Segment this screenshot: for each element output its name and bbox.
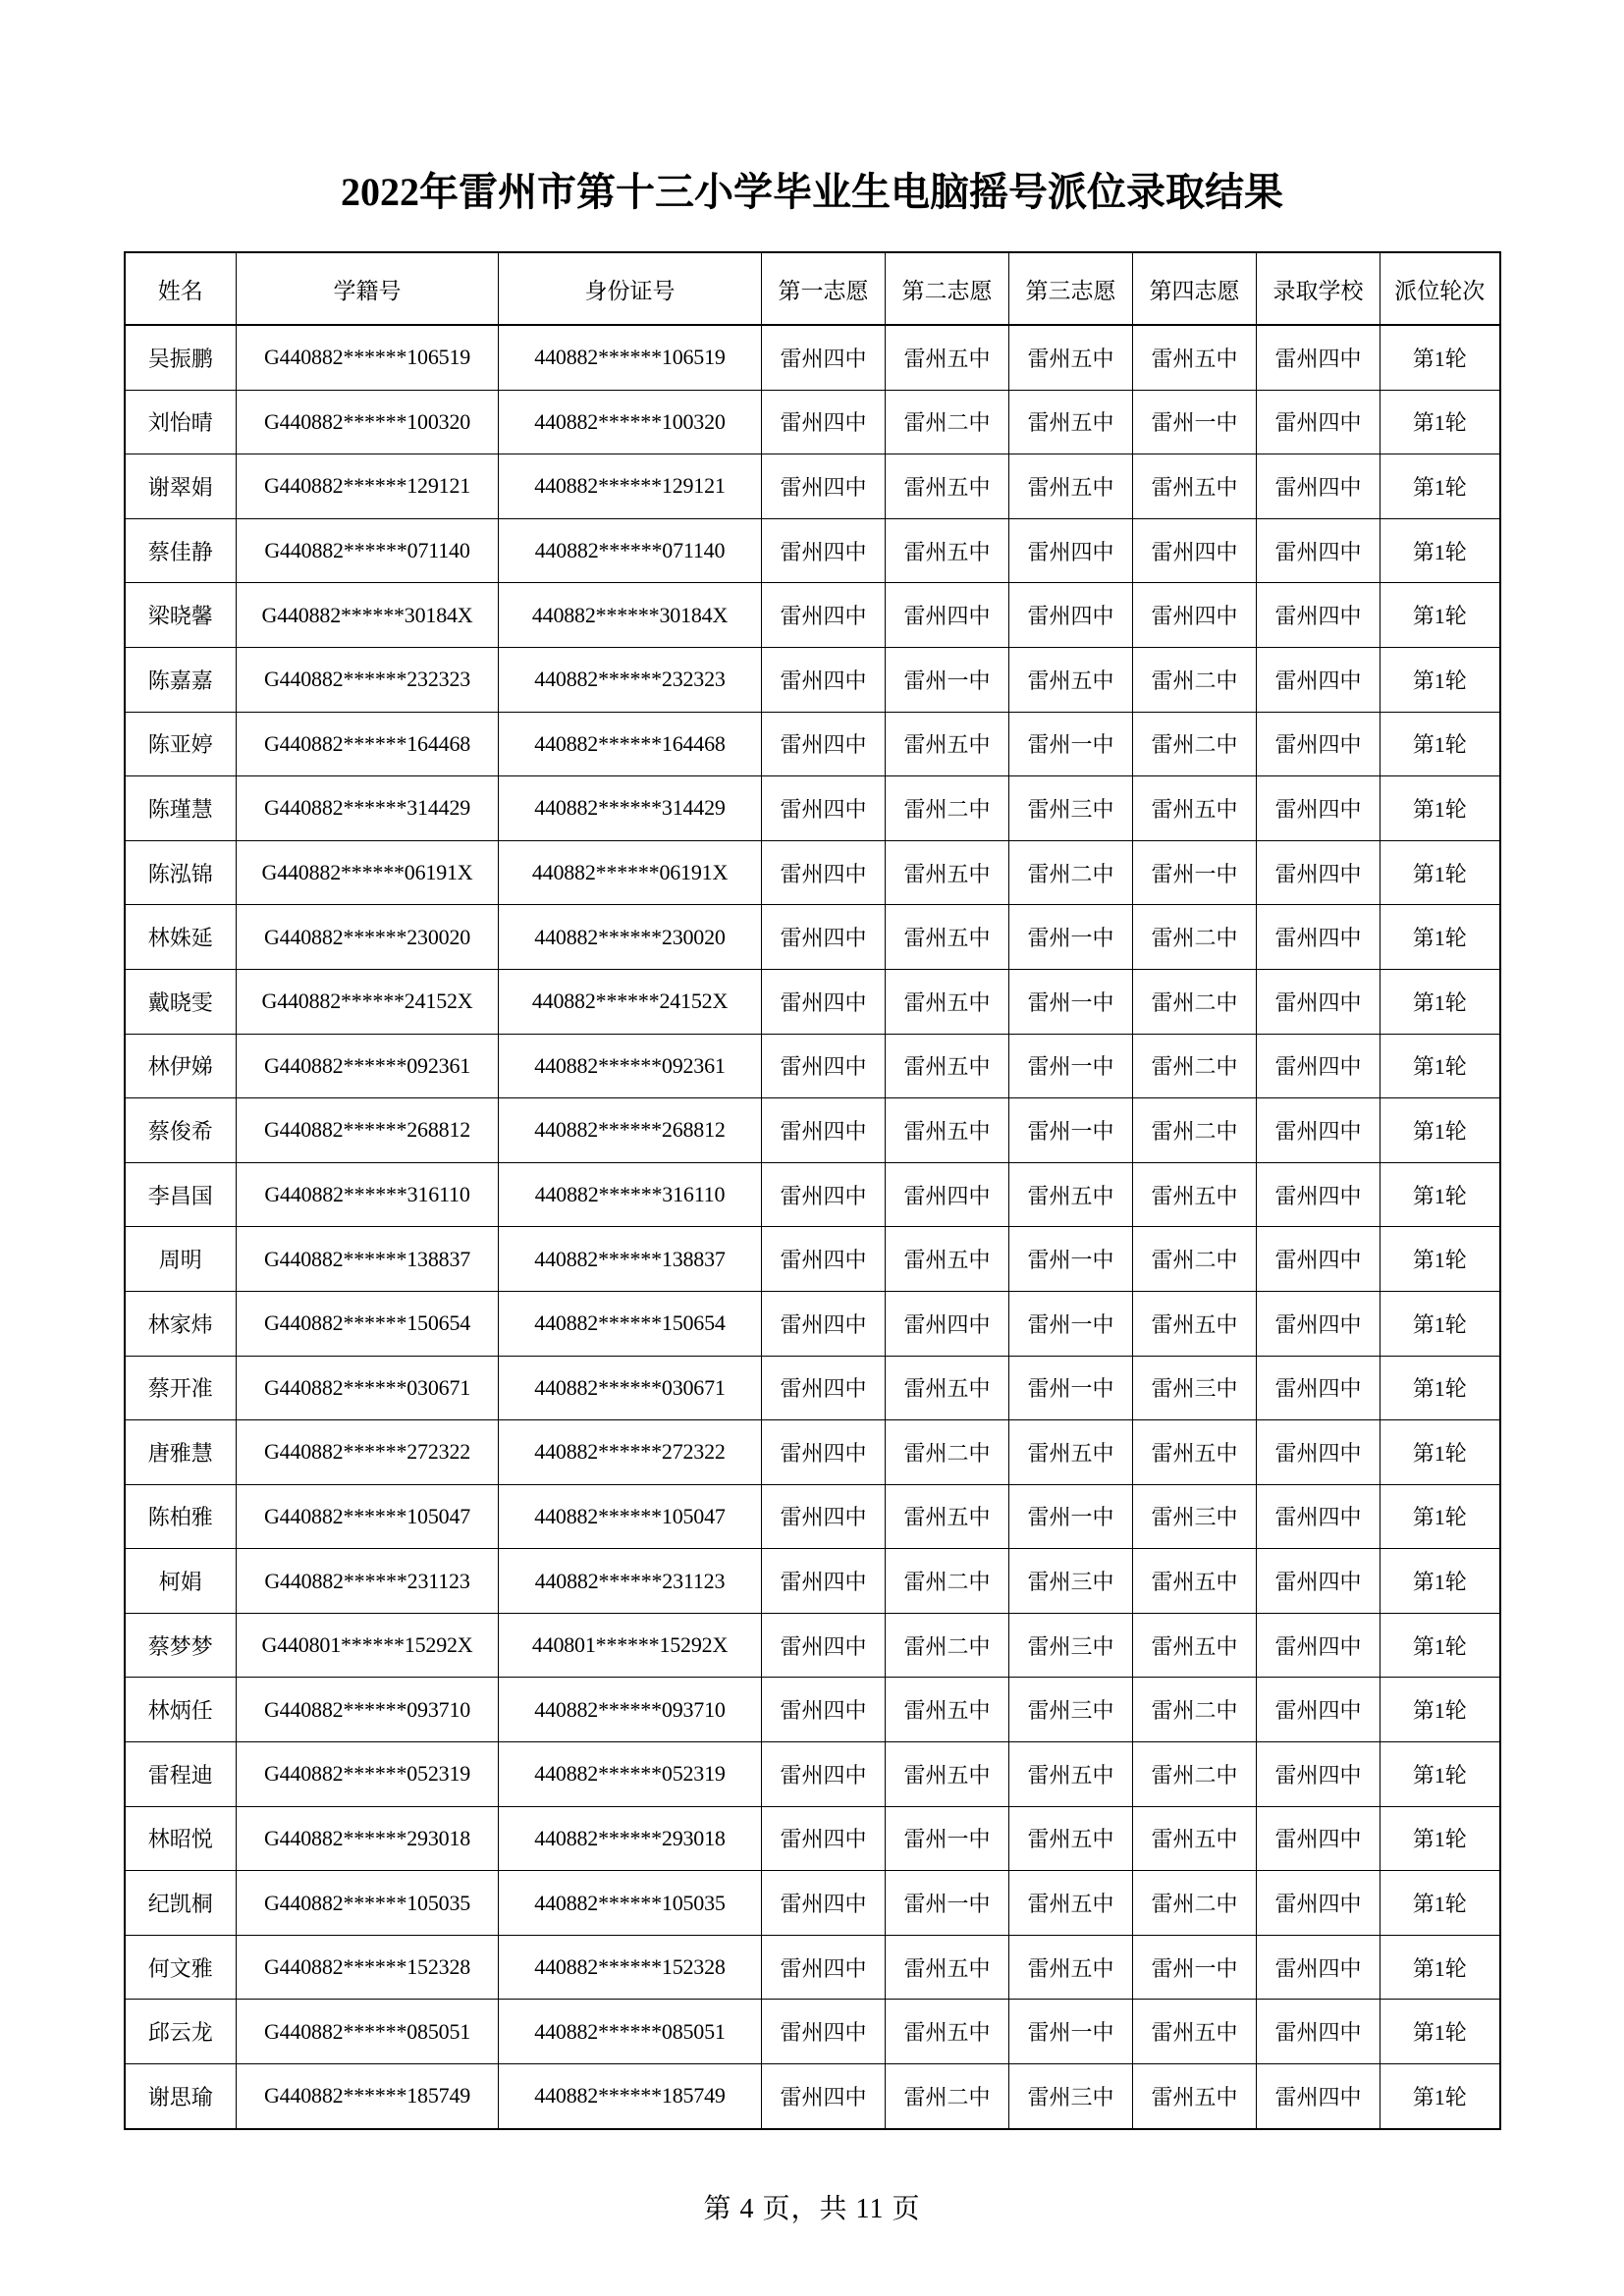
cell-name: 李昌国 xyxy=(125,1162,237,1227)
cell-v2: 雷州五中 xyxy=(886,1034,1009,1098)
cell-v1: 雷州四中 xyxy=(762,1291,886,1356)
cell-v2: 雷州二中 xyxy=(886,2064,1009,2129)
cell-round: 第1轮 xyxy=(1380,1549,1500,1614)
cell-v2: 雷州五中 xyxy=(886,2000,1009,2064)
cell-v2: 雷州二中 xyxy=(886,1420,1009,1485)
cell-v2: 雷州五中 xyxy=(886,1098,1009,1163)
cell-v4: 雷州二中 xyxy=(1133,1742,1257,1807)
table-row xyxy=(125,1420,1500,1485)
cell-v3: 雷州一中 xyxy=(1009,2000,1133,2064)
cell-v3: 雷州五中 xyxy=(1009,454,1133,519)
cell-school: 雷州四中 xyxy=(1257,1420,1380,1485)
cell-xjh: G440882******092361 xyxy=(237,1034,499,1098)
cell-school: 雷州四中 xyxy=(1257,325,1380,390)
table-row xyxy=(125,776,1500,841)
cell-v3: 雷州一中 xyxy=(1009,1291,1133,1356)
cell-round: 第1轮 xyxy=(1380,712,1500,776)
cell-name: 陈亚婷 xyxy=(125,712,237,776)
cell-v1: 雷州四中 xyxy=(762,1549,886,1614)
cell-v3: 雷州一中 xyxy=(1009,969,1133,1034)
cell-name: 林昭悦 xyxy=(125,1806,237,1871)
cell-sfz: 440882******30184X xyxy=(499,583,762,648)
cell-round: 第1轮 xyxy=(1380,1420,1500,1485)
cell-school: 雷州四中 xyxy=(1257,840,1380,905)
cell-name: 蔡佳静 xyxy=(125,518,237,583)
table-row xyxy=(125,1227,1500,1292)
cell-round: 第1轮 xyxy=(1380,1484,1500,1549)
table-row xyxy=(125,1034,1500,1098)
cell-v3: 雷州五中 xyxy=(1009,1806,1133,1871)
column-header-xjh: 学籍号 xyxy=(237,252,499,325)
cell-sfz: 440882******129121 xyxy=(499,454,762,519)
cell-v2: 雷州四中 xyxy=(886,583,1009,648)
column-header-round: 派位轮次 xyxy=(1380,252,1500,325)
cell-xjh: G440882******030671 xyxy=(237,1356,499,1420)
cell-v3: 雷州一中 xyxy=(1009,1227,1133,1292)
cell-v3: 雷州一中 xyxy=(1009,1098,1133,1163)
cell-xjh: G440882******052319 xyxy=(237,1742,499,1807)
cell-v4: 雷州四中 xyxy=(1133,583,1257,648)
cell-school: 雷州四中 xyxy=(1257,1356,1380,1420)
table-row xyxy=(125,518,1500,583)
cell-v4: 雷州一中 xyxy=(1133,390,1257,454)
cell-xjh: G440882******105035 xyxy=(237,1871,499,1936)
cell-v1: 雷州四中 xyxy=(762,390,886,454)
cell-v1: 雷州四中 xyxy=(762,1034,886,1098)
cell-v3: 雷州三中 xyxy=(1009,2064,1133,2129)
cell-round: 第1轮 xyxy=(1380,325,1500,390)
cell-school: 雷州四中 xyxy=(1257,1291,1380,1356)
cell-v2: 雷州五中 xyxy=(886,454,1009,519)
cell-sfz: 440882******105035 xyxy=(499,1871,762,1936)
cell-name: 陈嘉嘉 xyxy=(125,647,237,712)
cell-v2: 雷州一中 xyxy=(886,647,1009,712)
cell-sfz: 440882******293018 xyxy=(499,1806,762,1871)
table-row xyxy=(125,583,1500,648)
cell-v4: 雷州五中 xyxy=(1133,2064,1257,2129)
cell-v3: 雷州五中 xyxy=(1009,1935,1133,2000)
cell-v1: 雷州四中 xyxy=(762,647,886,712)
cell-v3: 雷州三中 xyxy=(1009,1613,1133,1678)
cell-name: 戴晓雯 xyxy=(125,969,237,1034)
cell-xjh: G440882******138837 xyxy=(237,1227,499,1292)
cell-v2: 雷州二中 xyxy=(886,776,1009,841)
cell-round: 第1轮 xyxy=(1380,1227,1500,1292)
table-header-row xyxy=(125,252,1500,325)
cell-school: 雷州四中 xyxy=(1257,2000,1380,2064)
table-row xyxy=(125,647,1500,712)
table-row xyxy=(125,1678,1500,1742)
column-header-school: 录取学校 xyxy=(1257,252,1380,325)
cell-name: 蔡开准 xyxy=(125,1356,237,1420)
cell-sfz: 440882******052319 xyxy=(499,1742,762,1807)
cell-school: 雷州四中 xyxy=(1257,1098,1380,1163)
cell-sfz: 440882******230020 xyxy=(499,905,762,970)
column-header-v1: 第一志愿 xyxy=(762,252,886,325)
cell-v4: 雷州五中 xyxy=(1133,1613,1257,1678)
cell-sfz: 440882******232323 xyxy=(499,647,762,712)
cell-name: 何文雅 xyxy=(125,1935,237,2000)
cell-v2: 雷州一中 xyxy=(886,1806,1009,1871)
cell-sfz: 440882******185749 xyxy=(499,2064,762,2129)
cell-name: 陈瑾慧 xyxy=(125,776,237,841)
cell-sfz: 440882******093710 xyxy=(499,1678,762,1742)
column-header-v3: 第三志愿 xyxy=(1009,252,1133,325)
cell-v3: 雷州一中 xyxy=(1009,1356,1133,1420)
cell-v1: 雷州四中 xyxy=(762,1806,886,1871)
table-row xyxy=(125,840,1500,905)
cell-v4: 雷州五中 xyxy=(1133,1549,1257,1614)
cell-v2: 雷州四中 xyxy=(886,1291,1009,1356)
cell-v4: 雷州二中 xyxy=(1133,969,1257,1034)
cell-v3: 雷州五中 xyxy=(1009,390,1133,454)
cell-v2: 雷州五中 xyxy=(886,1227,1009,1292)
cell-v1: 雷州四中 xyxy=(762,1613,886,1678)
cell-v1: 雷州四中 xyxy=(762,518,886,583)
cell-v4: 雷州一中 xyxy=(1133,840,1257,905)
cell-v2: 雷州二中 xyxy=(886,1613,1009,1678)
cell-xjh: G440882******129121 xyxy=(237,454,499,519)
cell-v3: 雷州四中 xyxy=(1009,583,1133,648)
table-row xyxy=(125,325,1500,390)
cell-school: 雷州四中 xyxy=(1257,583,1380,648)
cell-name: 林姝延 xyxy=(125,905,237,970)
cell-v3: 雷州五中 xyxy=(1009,1162,1133,1227)
cell-school: 雷州四中 xyxy=(1257,1034,1380,1098)
table-row xyxy=(125,969,1500,1034)
cell-v2: 雷州五中 xyxy=(886,1484,1009,1549)
cell-v1: 雷州四中 xyxy=(762,325,886,390)
results-table-container xyxy=(0,251,1624,2130)
table-row xyxy=(125,1935,1500,2000)
cell-xjh: G440882******268812 xyxy=(237,1098,499,1163)
cell-round: 第1轮 xyxy=(1380,905,1500,970)
cell-round: 第1轮 xyxy=(1380,840,1500,905)
cell-v2: 雷州二中 xyxy=(886,390,1009,454)
cell-sfz: 440882******314429 xyxy=(499,776,762,841)
cell-sfz: 440882******231123 xyxy=(499,1549,762,1614)
cell-name: 纪凯桐 xyxy=(125,1871,237,1936)
table-row xyxy=(125,1098,1500,1163)
cell-name: 周明 xyxy=(125,1227,237,1292)
cell-xjh: G440801******15292X xyxy=(237,1613,499,1678)
cell-xjh: G440882******272322 xyxy=(237,1420,499,1485)
table-body xyxy=(125,325,1500,2129)
cell-v1: 雷州四中 xyxy=(762,1420,886,1485)
cell-v4: 雷州五中 xyxy=(1133,1420,1257,1485)
table-row xyxy=(125,2064,1500,2129)
cell-v4: 雷州五中 xyxy=(1133,1291,1257,1356)
table-row xyxy=(125,905,1500,970)
cell-name: 蔡梦梦 xyxy=(125,1613,237,1678)
table-row xyxy=(125,1613,1500,1678)
cell-v2: 雷州五中 xyxy=(886,969,1009,1034)
cell-xjh: G440882******231123 xyxy=(237,1549,499,1614)
column-header-v2: 第二志愿 xyxy=(886,252,1009,325)
table-row xyxy=(125,1549,1500,1614)
page-title: 2022年雷州市第十三小学毕业生电脑摇号派位录取结果 xyxy=(341,170,1283,214)
cell-sfz: 440882******164468 xyxy=(499,712,762,776)
cell-xjh: G440882******06191X xyxy=(237,840,499,905)
cell-name: 蔡俊希 xyxy=(125,1098,237,1163)
table-row xyxy=(125,1742,1500,1807)
cell-school: 雷州四中 xyxy=(1257,390,1380,454)
cell-sfz: 440882******138837 xyxy=(499,1227,762,1292)
cell-round: 第1轮 xyxy=(1380,776,1500,841)
cell-school: 雷州四中 xyxy=(1257,1871,1380,1936)
cell-xjh: G440882******230020 xyxy=(237,905,499,970)
cell-sfz: 440882******071140 xyxy=(499,518,762,583)
cell-name: 林伊娣 xyxy=(125,1034,237,1098)
cell-round: 第1轮 xyxy=(1380,390,1500,454)
cell-v2: 雷州五中 xyxy=(886,1678,1009,1742)
cell-school: 雷州四中 xyxy=(1257,454,1380,519)
cell-v4: 雷州二中 xyxy=(1133,1871,1257,1936)
cell-school: 雷州四中 xyxy=(1257,1935,1380,2000)
cell-round: 第1轮 xyxy=(1380,1034,1500,1098)
cell-v4: 雷州三中 xyxy=(1133,1356,1257,1420)
cell-name: 陈柏雅 xyxy=(125,1484,237,1549)
cell-v3: 雷州一中 xyxy=(1009,1034,1133,1098)
cell-xjh: G440882******093710 xyxy=(237,1678,499,1742)
cell-name: 谢翠娟 xyxy=(125,454,237,519)
cell-v2: 雷州五中 xyxy=(886,1742,1009,1807)
cell-v3: 雷州五中 xyxy=(1009,325,1133,390)
cell-round: 第1轮 xyxy=(1380,1162,1500,1227)
cell-round: 第1轮 xyxy=(1380,2064,1500,2129)
cell-v4: 雷州五中 xyxy=(1133,1806,1257,1871)
table-row xyxy=(125,1806,1500,1871)
cell-v2: 雷州四中 xyxy=(886,1162,1009,1227)
cell-xjh: G440882******185749 xyxy=(237,2064,499,2129)
cell-v1: 雷州四中 xyxy=(762,1356,886,1420)
cell-v4: 雷州五中 xyxy=(1133,776,1257,841)
lottery-results-table xyxy=(124,251,1501,2130)
cell-round: 第1轮 xyxy=(1380,969,1500,1034)
cell-sfz: 440882******272322 xyxy=(499,1420,762,1485)
cell-name: 林家炜 xyxy=(125,1291,237,1356)
cell-name: 林炳任 xyxy=(125,1678,237,1742)
cell-v1: 雷州四中 xyxy=(762,712,886,776)
cell-xjh: G440882******164468 xyxy=(237,712,499,776)
cell-school: 雷州四中 xyxy=(1257,1162,1380,1227)
table-row xyxy=(125,1484,1500,1549)
cell-name: 陈泓锦 xyxy=(125,840,237,905)
cell-v2: 雷州五中 xyxy=(886,1935,1009,2000)
cell-name: 柯娟 xyxy=(125,1549,237,1614)
table-row xyxy=(125,390,1500,454)
cell-v1: 雷州四中 xyxy=(762,1935,886,2000)
cell-v2: 雷州五中 xyxy=(886,518,1009,583)
cell-v3: 雷州三中 xyxy=(1009,1678,1133,1742)
cell-v4: 雷州三中 xyxy=(1133,1484,1257,1549)
cell-school: 雷州四中 xyxy=(1257,776,1380,841)
table-row xyxy=(125,1871,1500,1936)
table-row xyxy=(125,2000,1500,2064)
cell-round: 第1轮 xyxy=(1380,1742,1500,1807)
cell-school: 雷州四中 xyxy=(1257,1742,1380,1807)
cell-sfz: 440801******15292X xyxy=(499,1613,762,1678)
cell-v4: 雷州二中 xyxy=(1133,1098,1257,1163)
cell-v3: 雷州一中 xyxy=(1009,1484,1133,1549)
cell-v1: 雷州四中 xyxy=(762,1871,886,1936)
cell-v2: 雷州二中 xyxy=(886,1549,1009,1614)
cell-school: 雷州四中 xyxy=(1257,2064,1380,2129)
cell-v2: 雷州五中 xyxy=(886,840,1009,905)
cell-v1: 雷州四中 xyxy=(762,2000,886,2064)
cell-xjh: G440882******293018 xyxy=(237,1806,499,1871)
cell-school: 雷州四中 xyxy=(1257,905,1380,970)
cell-v3: 雷州一中 xyxy=(1009,905,1133,970)
cell-v4: 雷州二中 xyxy=(1133,1678,1257,1742)
cell-round: 第1轮 xyxy=(1380,1613,1500,1678)
cell-v2: 雷州五中 xyxy=(886,325,1009,390)
cell-xjh: G440882******071140 xyxy=(237,518,499,583)
cell-v4: 雷州二中 xyxy=(1133,1034,1257,1098)
cell-v3: 雷州五中 xyxy=(1009,647,1133,712)
cell-round: 第1轮 xyxy=(1380,583,1500,648)
cell-round: 第1轮 xyxy=(1380,1871,1500,1936)
cell-school: 雷州四中 xyxy=(1257,1613,1380,1678)
cell-v2: 雷州五中 xyxy=(886,1356,1009,1420)
cell-v4: 雷州四中 xyxy=(1133,518,1257,583)
cell-v2: 雷州五中 xyxy=(886,712,1009,776)
cell-v1: 雷州四中 xyxy=(762,1678,886,1742)
cell-v1: 雷州四中 xyxy=(762,454,886,519)
cell-v2: 雷州一中 xyxy=(886,1871,1009,1936)
cell-v3: 雷州五中 xyxy=(1009,1420,1133,1485)
cell-v4: 雷州五中 xyxy=(1133,1162,1257,1227)
cell-xjh: G440882******106519 xyxy=(237,325,499,390)
cell-v1: 雷州四中 xyxy=(762,1742,886,1807)
cell-v1: 雷州四中 xyxy=(762,969,886,1034)
cell-sfz: 440882******092361 xyxy=(499,1034,762,1098)
cell-name: 吴振鹏 xyxy=(125,325,237,390)
cell-sfz: 440882******100320 xyxy=(499,390,762,454)
cell-xjh: G440882******232323 xyxy=(237,647,499,712)
cell-xjh: G440882******105047 xyxy=(237,1484,499,1549)
cell-name: 谢思瑜 xyxy=(125,2064,237,2129)
table-row xyxy=(125,1291,1500,1356)
cell-v4: 雷州五中 xyxy=(1133,325,1257,390)
cell-round: 第1轮 xyxy=(1380,1935,1500,2000)
cell-xjh: G440882******30184X xyxy=(237,583,499,648)
column-header-sfz: 身份证号 xyxy=(499,252,762,325)
cell-v4: 雷州二中 xyxy=(1133,647,1257,712)
cell-xjh: G440882******314429 xyxy=(237,776,499,841)
cell-sfz: 440882******085051 xyxy=(499,2000,762,2064)
cell-school: 雷州四中 xyxy=(1257,647,1380,712)
cell-v3: 雷州一中 xyxy=(1009,712,1133,776)
cell-xjh: G440882******152328 xyxy=(237,1935,499,2000)
cell-v3: 雷州三中 xyxy=(1009,1549,1133,1614)
cell-v1: 雷州四中 xyxy=(762,1227,886,1292)
table-row xyxy=(125,454,1500,519)
cell-v4: 雷州五中 xyxy=(1133,454,1257,519)
cell-round: 第1轮 xyxy=(1380,1678,1500,1742)
cell-sfz: 440882******030671 xyxy=(499,1356,762,1420)
cell-v4: 雷州二中 xyxy=(1133,712,1257,776)
cell-round: 第1轮 xyxy=(1380,454,1500,519)
table-row xyxy=(125,712,1500,776)
column-header-name: 姓名 xyxy=(125,252,237,325)
cell-v3: 雷州二中 xyxy=(1009,840,1133,905)
cell-round: 第1轮 xyxy=(1380,1356,1500,1420)
cell-school: 雷州四中 xyxy=(1257,969,1380,1034)
cell-v1: 雷州四中 xyxy=(762,905,886,970)
cell-sfz: 440882******06191X xyxy=(499,840,762,905)
cell-round: 第1轮 xyxy=(1380,1806,1500,1871)
cell-v4: 雷州二中 xyxy=(1133,905,1257,970)
cell-school: 雷州四中 xyxy=(1257,712,1380,776)
cell-v3: 雷州四中 xyxy=(1009,518,1133,583)
cell-v1: 雷州四中 xyxy=(762,776,886,841)
cell-school: 雷州四中 xyxy=(1257,1484,1380,1549)
cell-round: 第1轮 xyxy=(1380,2000,1500,2064)
cell-sfz: 440882******24152X xyxy=(499,969,762,1034)
cell-v1: 雷州四中 xyxy=(762,1484,886,1549)
cell-name: 唐雅慧 xyxy=(125,1420,237,1485)
cell-v4: 雷州一中 xyxy=(1133,1935,1257,2000)
cell-xjh: G440882******085051 xyxy=(237,2000,499,2064)
cell-sfz: 440882******150654 xyxy=(499,1291,762,1356)
column-header-v4: 第四志愿 xyxy=(1133,252,1257,325)
cell-v1: 雷州四中 xyxy=(762,583,886,648)
cell-v3: 雷州五中 xyxy=(1009,1742,1133,1807)
cell-v3: 雷州五中 xyxy=(1009,1871,1133,1936)
cell-sfz: 440882******316110 xyxy=(499,1162,762,1227)
cell-xjh: G440882******24152X xyxy=(237,969,499,1034)
cell-xjh: G440882******100320 xyxy=(237,390,499,454)
cell-v2: 雷州五中 xyxy=(886,905,1009,970)
cell-round: 第1轮 xyxy=(1380,1098,1500,1163)
cell-school: 雷州四中 xyxy=(1257,1549,1380,1614)
cell-round: 第1轮 xyxy=(1380,647,1500,712)
cell-v1: 雷州四中 xyxy=(762,1098,886,1163)
cell-sfz: 440882******268812 xyxy=(499,1098,762,1163)
cell-v1: 雷州四中 xyxy=(762,840,886,905)
cell-v4: 雷州二中 xyxy=(1133,1227,1257,1292)
cell-name: 梁晓馨 xyxy=(125,583,237,648)
cell-v1: 雷州四中 xyxy=(762,1162,886,1227)
cell-school: 雷州四中 xyxy=(1257,1227,1380,1292)
page-footer: 第 4 页，共 11 页 xyxy=(703,2194,921,2224)
cell-v3: 雷州三中 xyxy=(1009,776,1133,841)
table-row xyxy=(125,1356,1500,1420)
cell-school: 雷州四中 xyxy=(1257,1806,1380,1871)
cell-round: 第1轮 xyxy=(1380,518,1500,583)
cell-v1: 雷州四中 xyxy=(762,2064,886,2129)
cell-xjh: G440882******316110 xyxy=(237,1162,499,1227)
table-row xyxy=(125,1162,1500,1227)
table-header xyxy=(125,252,1500,325)
cell-name: 刘怡晴 xyxy=(125,390,237,454)
cell-name: 雷程迪 xyxy=(125,1742,237,1807)
cell-v4: 雷州五中 xyxy=(1133,2000,1257,2064)
cell-xjh: G440882******150654 xyxy=(237,1291,499,1356)
cell-name: 邱云龙 xyxy=(125,2000,237,2064)
cell-sfz: 440882******152328 xyxy=(499,1935,762,2000)
cell-school: 雷州四中 xyxy=(1257,518,1380,583)
cell-sfz: 440882******105047 xyxy=(499,1484,762,1549)
cell-sfz: 440882******106519 xyxy=(499,325,762,390)
cell-school: 雷州四中 xyxy=(1257,1678,1380,1742)
cell-round: 第1轮 xyxy=(1380,1291,1500,1356)
